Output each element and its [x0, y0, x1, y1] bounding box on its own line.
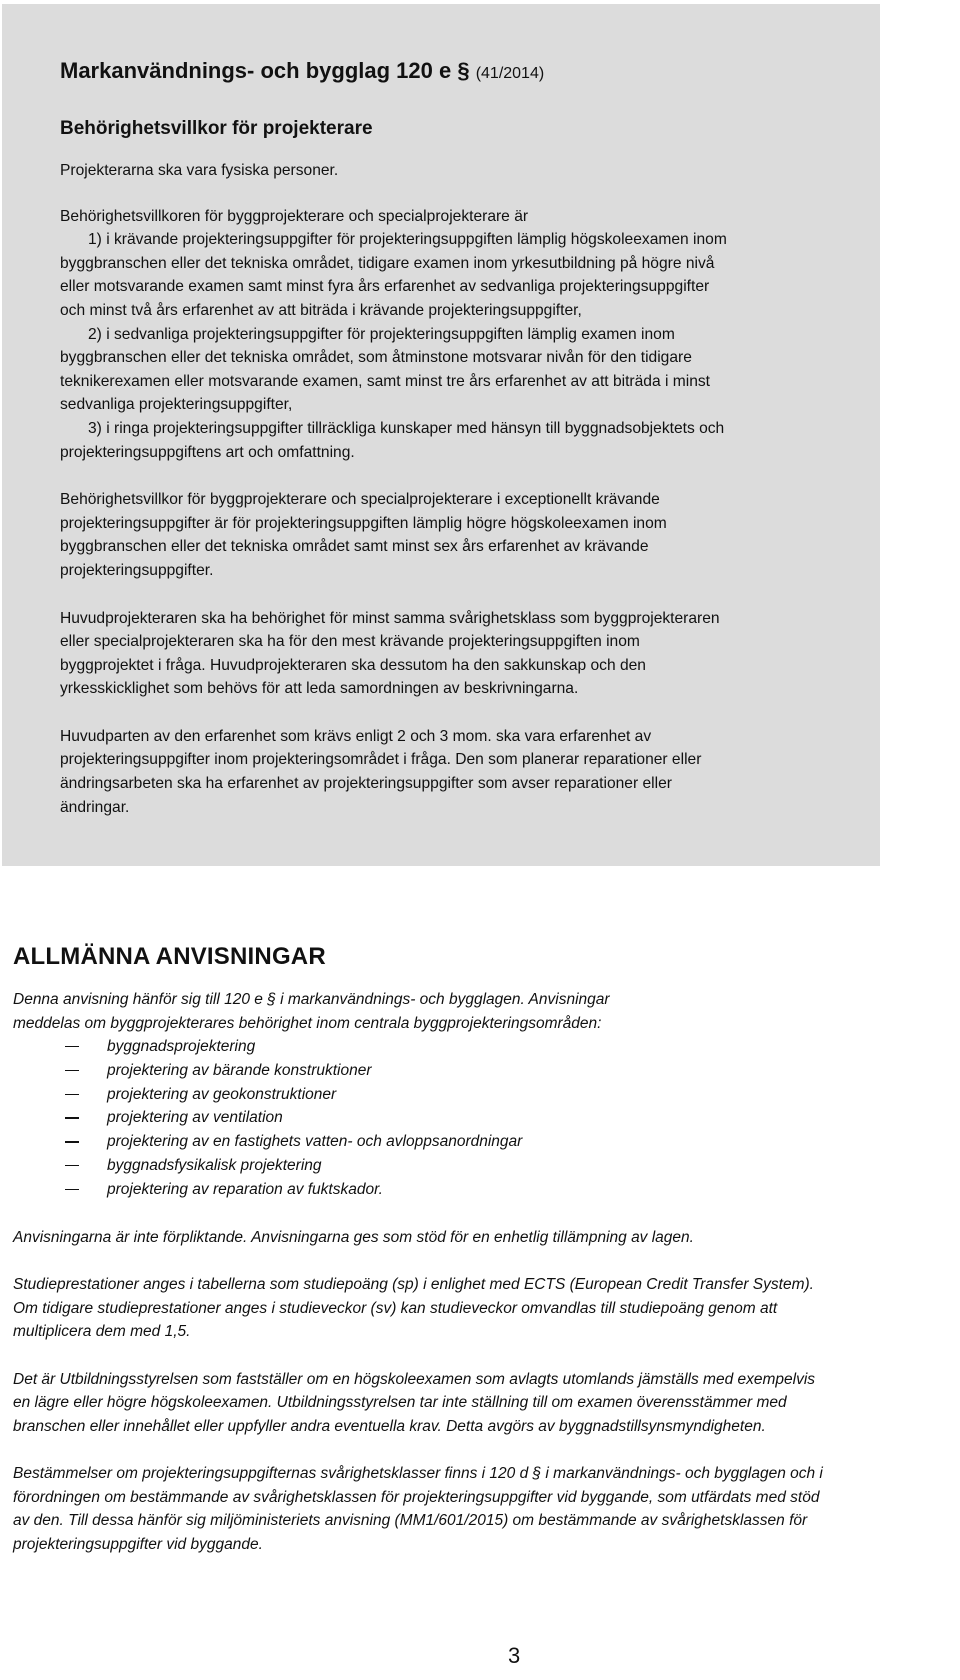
list-item: [13, 1178, 958, 1202]
condition-2-line-2: byggbranschen eller det tekniska området, som åtminstone motsvarar nivån för den tidigare: [60, 349, 692, 367]
design-areas-list: [13, 1035, 958, 1202]
dash-bullet-icon: [65, 1141, 79, 1142]
law-title: [60, 56, 840, 89]
list-item-text: projektering av bärande konstruktioner: [107, 1061, 372, 1079]
list-item-text: projektering av ventilation: [107, 1109, 283, 1127]
dash-bullet-icon: [65, 1117, 79, 1118]
list-item: [13, 1059, 958, 1083]
credits-line-3: multiplicera dem med 1,5.: [13, 1323, 191, 1341]
condition-1-line-4: och minst två års erfarenhet av att biträda i krävande projekteringsuppgifter,: [60, 301, 582, 319]
list-item-text: projektering av en fastighets vatten- och avloppsanordningar: [107, 1133, 523, 1151]
dash-bullet-icon: [65, 1094, 79, 1095]
non-binding-note: Anvisningarna är inte förpliktande. Anvisningarna ges som stöd för en enhetlig tillämpning av lagen.: [13, 1228, 694, 1246]
credits-line-1: Studieprestationer anges i tabellerna som studiepoäng (sp) i enlighet med ECTS (European Credit Transfer System).: [13, 1276, 814, 1294]
exceptional-line-4: projekteringsuppgifter.: [60, 561, 214, 579]
list-item-text: projektering av geokonstruktioner: [107, 1085, 337, 1103]
condition-3-line-2: projekteringsuppgiftens art och omfattning.: [60, 443, 355, 461]
credits-line-2: Om tidigare studieprestationer anges i studieveckor (sv) kan studieveckor omvandlas till studiepoäng genom att: [13, 1299, 778, 1317]
experience-line-1: Huvudparten av den erfarenhet som krävs enligt 2 och 3 mom. ska vara erfarenhet av: [60, 727, 652, 745]
difficulty-line-1: Bestämmelser om projekteringsuppgifternas svårighetsklasser finns i 120 d § i markanvändnings- och bygglagen och i: [13, 1465, 823, 1483]
dash-bullet-icon: [65, 1189, 79, 1190]
exceptional-line-3: byggbranschen eller det tekniska området samt minst sex års erfarenhet av krävande: [60, 538, 649, 556]
dash-bullet-icon: [65, 1165, 79, 1166]
difficulty-line-2: förordningen om bestämmande av svårighetsklassen för projekteringsuppgifter vid byggande, som utfärdats med stöd: [13, 1488, 820, 1506]
page-number: 3: [508, 1643, 521, 1668]
list-item: [13, 1106, 958, 1130]
law-excerpt-box: [2, 4, 880, 866]
list-item-text: byggnadsfysikalisk projektering: [107, 1156, 322, 1174]
list-item-text: byggnadsprojektering: [107, 1038, 256, 1055]
main-designer-line-4: yrkesskicklighet som behövs för att leda samordningen av beskrivningarna.: [60, 680, 579, 698]
dash-bullet-icon: [65, 1046, 79, 1047]
guidance-intro-line-2: meddelas om byggprojekterares behörighet inom centrala byggprojekteringsområden:: [13, 1014, 602, 1032]
main-designer-line-2: eller specialprojekteraren ska ha för den mest krävande projekteringsuppgiften inom: [60, 633, 640, 651]
list-item: [13, 1083, 958, 1107]
experience-line-2: projekteringsuppgifter inom projekteringsområdet i fråga. Den som planerar reparationer eller: [60, 751, 702, 769]
condition-1-line-2: byggbranschen eller det tekniska området, tidigare examen inom yrkesutbildning på högre nivå: [60, 254, 715, 272]
condition-1-line-3: eller motsvarande examen samt minst fyra års erfarenhet av sedvanliga projekteringsuppgifter: [60, 278, 710, 296]
foreign-degree-line-3: branschen eller innehållet eller uppfyller andra eventuella krav. Detta avgörs av byggnadstillsynsmyndigheten.: [13, 1417, 766, 1435]
foreign-degree-line-2: en lägre eller högre högskoleexamen. Utbildningsstyrelsen tar inte ställning till om examen överensstämmer med: [13, 1394, 787, 1412]
condition-2-line-4: sedvanliga projekteringsuppgifter,: [60, 396, 293, 414]
list-item-text: projektering av reparation av fuktskador.: [107, 1180, 383, 1198]
experience-line-4: ändringar.: [60, 798, 130, 816]
exceptional-line-2: projekteringsuppgifter är för projekteringsuppgiften lämplig högre högskoleexamen inom: [60, 514, 667, 532]
conditions-intro: Behörighetsvillkoren för byggprojekterare och specialprojekterare är: [60, 207, 529, 225]
law-title-text: Markanvändnings- och bygglag 120 e §: [60, 58, 470, 83]
main-designer-line-1: Huvudprojekteraren ska ha behörighet för minst samma svårighetsklass som byggprojekteraren: [60, 609, 720, 627]
experience-line-3: ändringsarbeten ska ha erfarenhet av projekteringsuppgifter som avser reparationer eller: [60, 775, 672, 793]
condition-3-line-1: 3) i ringa projekteringsuppgifter tillräckliga kunskaper med hänsyn till byggnadsobjektets och: [88, 419, 725, 437]
exceptional-line-1: Behörighetsvillkor för byggprojekterare och specialprojekterare i exceptionellt krävande: [60, 491, 660, 509]
general-guidance-section: [13, 940, 958, 1556]
difficulty-line-4: projekteringsuppgifter vid byggande.: [13, 1535, 263, 1553]
difficulty-line-3: av den. Till dessa hänför sig miljöministeriets anvisning (MM1/601/2015) om bestämmande av svårighetsklassen för: [13, 1512, 808, 1530]
law-subtitle: Behörighetsvillkor för projekterare: [60, 118, 373, 139]
dash-bullet-icon: [65, 1070, 79, 1071]
condition-2-line-3: teknikerexamen eller motsvarande examen, samt minst tre års erfarenhet av att biträda i minst: [60, 372, 711, 390]
condition-2-line-1: 2) i sedvanliga projekteringsuppgifter för projekteringsuppgiften lämplig examen inom: [88, 325, 675, 343]
guidance-intro-line-1: Denna anvisning hänför sig till 120 e § i markanvändnings- och bygglagen. Anvisningar: [13, 991, 610, 1008]
list-item: [13, 1130, 958, 1154]
persons-requirement: Projekterarna ska vara fysiska personer.: [60, 162, 339, 179]
main-designer-line-3: byggprojektet i fråga. Huvudprojekteraren ska dessutom ha den sakkunskap och den: [60, 656, 646, 674]
list-item: [13, 1154, 958, 1178]
condition-1-line-1: 1) i krävande projekteringsuppgifter för projekteringsuppgiften lämplig högskoleexamen inom: [88, 231, 727, 249]
foreign-degree-line-1: Det är Utbildningsstyrelsen som fastställer om en högskoleexamen som avlagts utomlands jämställs med exempelvis: [13, 1370, 816, 1388]
law-reference: (41/2014): [475, 65, 545, 82]
list-item: [13, 1035, 958, 1059]
guidance-heading: ALLMÄNNA ANVISNINGAR: [13, 943, 326, 970]
